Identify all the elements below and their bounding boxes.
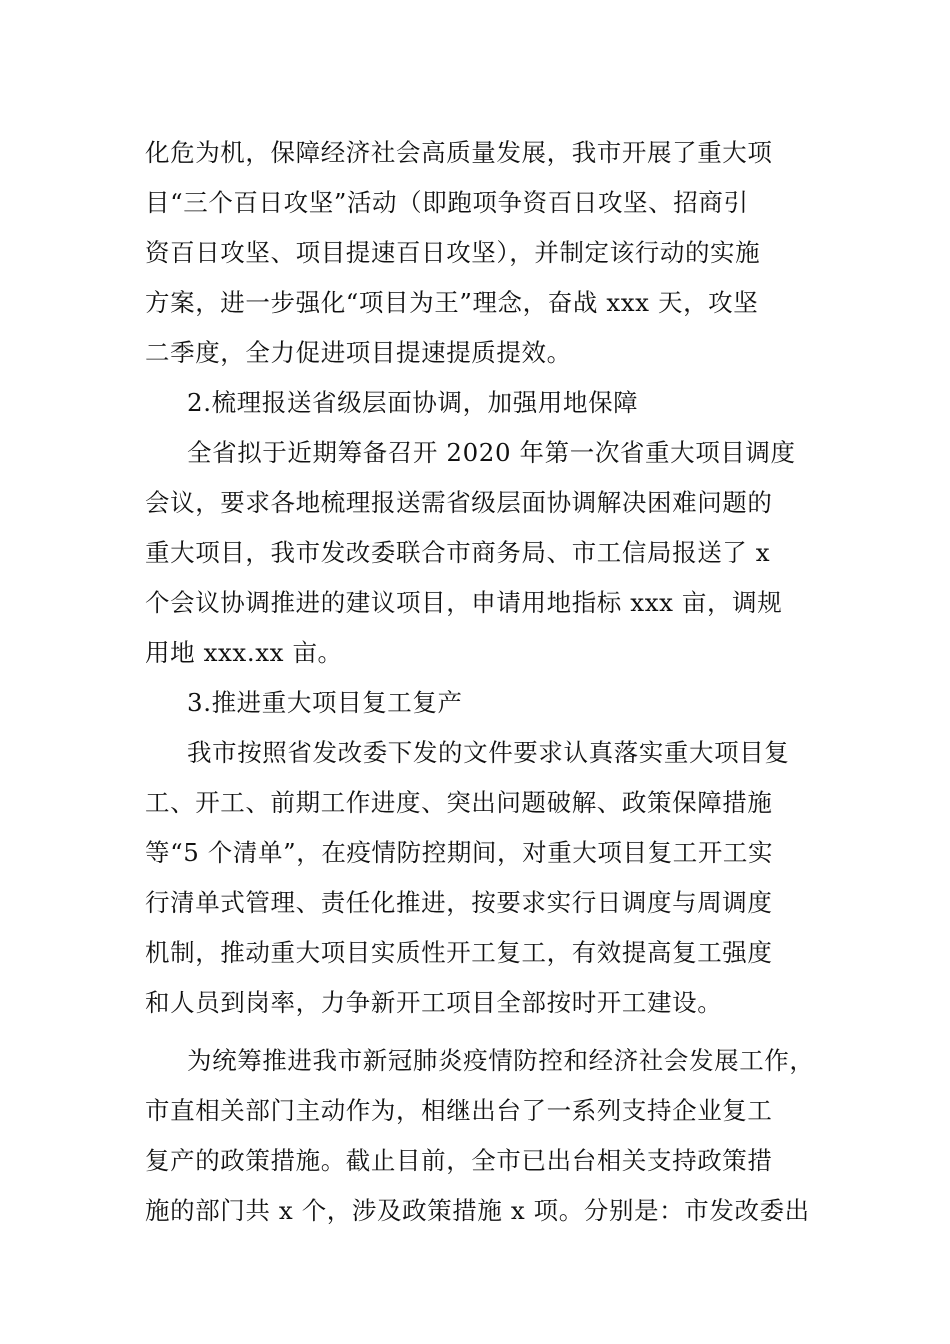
section-heading-2: 2.梳理报送省级层面协调，加强用地保障	[187, 388, 639, 417]
text-line: 全省拟于近期筹备召开 2020 年第一次省重大项目调度	[187, 438, 796, 467]
text-line: 等“5 个清单”，在疫情防控期间，对重大项目复工开工实	[145, 838, 774, 867]
text-line: 为统筹推进我市新冠肺炎疫情防控和经济社会发展工作，	[187, 1046, 815, 1075]
text-line: 个会议协调推进的建议项目，申请用地指标 xxx 亩，调规	[145, 588, 783, 617]
text-line: 会议，要求各地梳理报送需省级层面协调解决困难问题的	[145, 488, 773, 517]
text-line: 工、开工、前期工作进度、突出问题破解、政策保障措施	[145, 788, 773, 817]
text-line: 目“三个百日攻坚”活动（即跑项争资百日攻坚、招商引	[145, 188, 749, 217]
text-line: 市直相关部门主动作为，相继出台了一系列支持企业复工	[145, 1096, 773, 1125]
section-heading-3: 3.推进重大项目复工复产	[187, 688, 463, 717]
text-line: 化危为机，保障经济社会高质量发展，我市开展了重大项	[145, 138, 773, 167]
document-body	[145, 128, 835, 1236]
text-line: 和人员到岗率，力争新开工项目全部按时开工建设。	[145, 988, 723, 1017]
text-line: 二季度，全力促进项目提速提质提效。	[145, 338, 572, 367]
text-line: 资百日攻坚、项目提速百日攻坚），并制定该行动的实施	[145, 238, 761, 267]
text-line: 我市按照省发改委下发的文件要求认真落实重大项目复	[187, 738, 790, 767]
text-line: 用地 xxx.xx 亩。	[145, 638, 343, 667]
text-line: 方案，进一步强化“项目为王”理念，奋战 xxx 天，攻坚	[145, 288, 759, 317]
text-line: 机制，推动重大项目实质性开工复工，有效提高复工强度	[145, 938, 773, 967]
text-line: 复产的政策措施。截止目前，全市已出台相关支持政策措	[145, 1146, 773, 1175]
text-line: 行清单式管理、责任化推进，按要求实行日调度与周调度	[145, 888, 773, 917]
text-line: 重大项目，我市发改委联合市商务局、市工信局报送了 x	[145, 538, 771, 567]
paragraph-gap	[145, 1028, 835, 1036]
text-line: 施的部门共 x 个，涉及政策措施 x 项。分别是：市发改委出	[145, 1196, 810, 1225]
